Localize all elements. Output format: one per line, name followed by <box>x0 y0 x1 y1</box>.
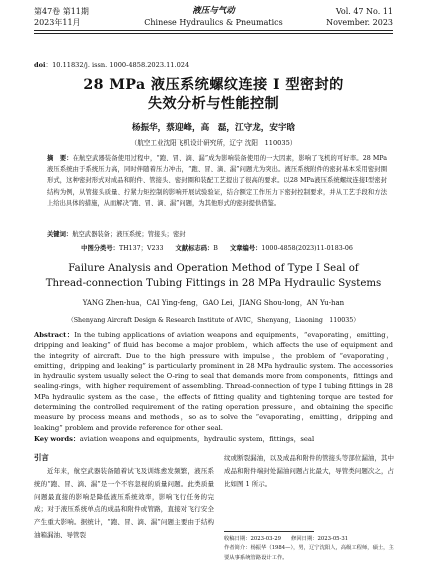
title-en-line-2: Thread-connection Tubing Fittings in 28 MPa Hydraulic Systems <box>45 278 382 289</box>
footnote-author-bio: 作者简介：杨振华（1984—），男，辽宁沈阳人，高级工程师，硕士，主要从事系统管路设计工作。 <box>224 545 394 561</box>
header-date-en: November. 2023 <box>326 18 393 27</box>
document-code: 文献标志码：B <box>175 245 218 252</box>
keywords-en <box>34 433 393 443</box>
journal-name-zh: 液压与气动 <box>192 6 235 16</box>
doi-label: doi <box>34 61 46 69</box>
keywords-en-text: aviation weapons and equipments，hydraulic system，fittings，seal <box>79 435 315 443</box>
received-date: 2023-03-29 <box>250 536 282 542</box>
title-en-line-1: Failure Analysis and Operation Method of Type I Seal of <box>68 263 359 274</box>
header-date-zh: 2023年11月 <box>34 18 81 27</box>
header-rule-bottom <box>34 33 393 34</box>
abstract-zh-text: 在航空武器装备使用过程中，“跑、冒、滴、漏”成为影响装备使用的一大因素，影响了飞机的可好率。28 MPa 液压系统由于系统压力高，同时伴随着压力冲击，“跑、冒、滴、漏”问题尤为突出。液压系统附件的密封基本采用密封圈形式，这种密封形式对成品和附件、管接头、密封圈和装配工艺提出了很高的要求。以28 MPa液压系统螺纹连接I型密封结构为例，从管接头质量、拧紧力矩控制的影响开展试验验证，结合额定工作压力下密封控制要求，并从工艺手段和方法上给出具体的措施，从而解决“跑、冒、滴、漏”问题，为其他形式的密封提供借鉴。 <box>47 155 388 207</box>
abstract-en <box>34 330 393 433</box>
abstract-en-text: In the tubing applications of aviation weapons and equipments，“evaporating，emitting，dripping and leaking” of fluid has become a major problem，which affects the use of equipment and the integrity of aircraft. Due to the high pressure with impulse，the problem of “evaporating，emitting，dripping and leaking” is particularly prominent in 28 MPa hydraulic system. The accessories in hydraulic system usually select the O-ring to seal that demands more from components，fittings and sealing-rings，with higher requirement of assembling. Thread-connection of type Ⅰ tubing fittings in 28 MPa hydraulic system as the case，the effects of fitting quality and tightening torque are tested for determining the controlled requirement of the rating operation pressure，and obtaining the specific measure by process means and methods，so as to solve the “evaporating，emitting，dripping and leaking” problem and provide reference for other seal. <box>34 331 393 432</box>
header-rule-top <box>34 30 393 31</box>
abstract-en-label: Abstract： <box>34 331 75 339</box>
authors-zh: 杨振华，蔡迎峰，高 磊，江守龙，安宇晗 <box>131 123 296 133</box>
title-zh <box>30 76 397 114</box>
running-header <box>34 6 393 40</box>
article-number: 文章编号：1000-4858(2023)11-0183-06 <box>229 245 353 252</box>
header-right <box>326 6 393 28</box>
keywords-zh <box>47 229 387 238</box>
keywords-en-label: Key words： <box>34 435 80 443</box>
title-en <box>30 261 397 291</box>
revised-date: 2023-05-31 <box>317 536 349 542</box>
title-zh-line-1: 28 MPa 液压系统螺纹连接 I 型密封的 <box>83 77 344 93</box>
doi-value[interactable]: 10.11832/j. issn. 1000-4858.2023.11.024 <box>52 61 190 69</box>
section-heading-introduction: 引言 <box>34 453 49 462</box>
keywords-zh-label: 关键词： <box>47 231 73 238</box>
affiliation-en: （Shenyang Aircraft Design & Research Institute of AVIC，Shenyang，Liaoning 110035） <box>67 317 360 324</box>
classification-zh <box>47 243 387 252</box>
keywords-zh-text: 航空武器装备；液压系统；管接头；密封 <box>72 231 186 238</box>
journal-name-en: Chinese Hydraulics & Pneumatics <box>144 18 283 27</box>
clc-number: 中图分类号：TH137；V233 <box>81 245 164 252</box>
authors-en: YANG Zhen-hua，CAI Ying-feng，GAO Lei，JIANG Shou-long，AN Yu-han <box>82 299 345 307</box>
abstract-zh-label: 摘 要： <box>47 155 73 162</box>
title-zh-line-2: 失效分析与性能控制 <box>147 96 280 112</box>
affiliation-zh: （航空工业沈阳飞机设计研究所，辽宁 沈阳 110035） <box>130 139 297 147</box>
footnote-dates: 收稿日期：2023-03-29 修回日期：2023-05-31 <box>224 536 349 542</box>
header-volume-en: Vol. 47 No. 11 <box>335 7 393 16</box>
footnote <box>224 535 394 563</box>
abstract-zh <box>47 153 387 209</box>
body-column-right: 纹或断裂漏油，以及成品和附件的管接头等部位漏油，其中成品和附件端封处漏油问题占比最大，导管类问题次之，占比如图 1 所示。 <box>224 454 394 488</box>
doi-line[interactable]: doi：10.11832/j. issn. 1000-4858.2023.11.024 <box>34 61 190 69</box>
header-volume-zh: 第47卷 第11期 <box>34 7 89 16</box>
footnote-rule <box>224 531 314 532</box>
body-column-left: 近年来，航空武器装备随着试飞及训练愈发频繁，液压系统的“跑、冒、滴、漏”是一个不容忽视的质量问题。此类质量问题最直接的影响是降低液压系统效率，影响飞行任务的完成；对于液压系统单点的成品和附件或管路，直接对飞行安全产生重大影响。据统计，“跑、冒、滴、漏”问题主要由于结构油箱漏油、导管裂 <box>34 467 214 539</box>
